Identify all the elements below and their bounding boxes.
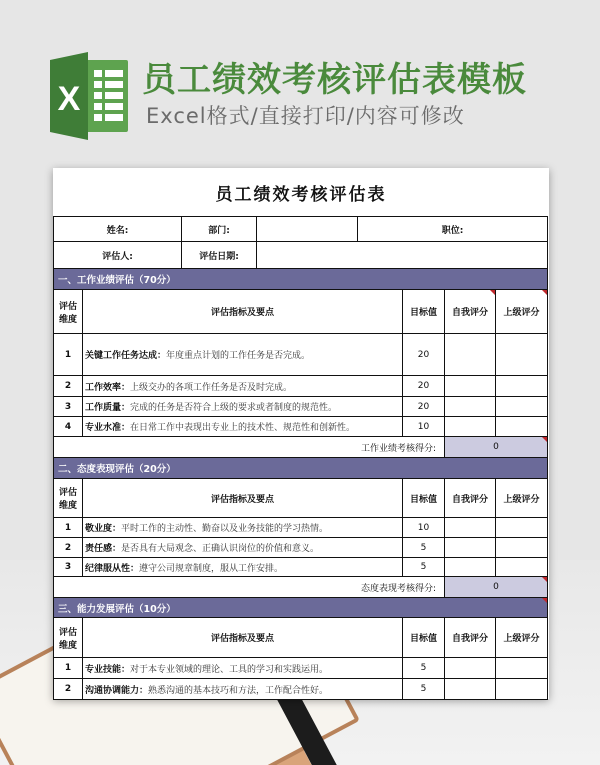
row-index: 1 bbox=[54, 518, 83, 538]
row-criteria: 纪律服从性：遵守公司规章制度，服从工作安排。 bbox=[83, 558, 403, 577]
row-criteria: 工作效率：上级交办的各项工作任务是否及时完成。 bbox=[83, 376, 403, 397]
col-target: 目标值 bbox=[403, 479, 445, 518]
manager-score-input[interactable] bbox=[496, 538, 548, 558]
column-header-row bbox=[54, 479, 548, 518]
evaluator-label: 评估人: bbox=[54, 242, 182, 269]
section-1-score-label: 工作业绩考核得分: bbox=[54, 437, 445, 458]
column-header-row bbox=[54, 290, 548, 334]
row-index: 3 bbox=[54, 397, 83, 417]
section-1-score-value: 0 bbox=[445, 437, 548, 458]
manager-score-input[interactable] bbox=[496, 679, 548, 700]
manager-score-input[interactable] bbox=[496, 397, 548, 417]
position-label: 职位: bbox=[358, 217, 548, 242]
self-score-input[interactable] bbox=[445, 417, 496, 437]
banner bbox=[0, 0, 600, 160]
svg-text:X: X bbox=[57, 80, 81, 118]
row-target: 20 bbox=[403, 397, 445, 417]
dept-label: 部门: bbox=[182, 217, 257, 242]
row-target: 10 bbox=[403, 518, 445, 538]
row-criteria: 关键工作任务达成：年度重点计划的工作任务是否完成。 bbox=[83, 334, 403, 376]
col-criteria: 评估指标及要点 bbox=[83, 479, 403, 518]
table-row bbox=[54, 518, 548, 538]
score-row bbox=[54, 437, 548, 458]
col-target: 目标值 bbox=[403, 290, 445, 334]
column-header-row bbox=[54, 618, 548, 658]
date-value-cell[interactable] bbox=[257, 242, 548, 269]
section-2-score-label: 态度表现考核得分: bbox=[54, 577, 445, 598]
row-index: 2 bbox=[54, 376, 83, 397]
dept-value-cell[interactable] bbox=[257, 217, 358, 242]
row-index: 1 bbox=[54, 658, 83, 679]
section-2-title: 二、态度表现评估（20分） bbox=[54, 458, 548, 479]
row-target: 5 bbox=[403, 538, 445, 558]
row-target: 20 bbox=[403, 334, 445, 376]
table-row bbox=[54, 538, 548, 558]
row-criteria: 责任感：是否具有大局观念、正确认识岗位的价值和意义。 bbox=[83, 538, 403, 558]
table-row bbox=[54, 679, 548, 700]
banner-title: 员工绩效考核评估表模板 bbox=[142, 60, 527, 100]
section-header bbox=[54, 458, 548, 479]
col-manager-score: 上级评分 bbox=[496, 479, 548, 518]
row-index: 2 bbox=[54, 538, 83, 558]
section-2-score-value: 0 bbox=[445, 577, 548, 598]
row-target: 20 bbox=[403, 376, 445, 397]
row-target: 10 bbox=[403, 417, 445, 437]
row-target: 5 bbox=[403, 658, 445, 679]
self-score-input[interactable] bbox=[445, 679, 496, 700]
row-criteria: 沟通协调能力：熟悉沟通的基本技巧和方法，工作配合性好。 bbox=[83, 679, 403, 700]
date-label: 评估日期: bbox=[182, 242, 257, 269]
col-self-score: 自我评分 bbox=[445, 618, 496, 658]
table-row bbox=[54, 658, 548, 679]
row-criteria: 专业水准：在日常工作中表现出专业上的技术性、规范性和创新性。 bbox=[83, 417, 403, 437]
manager-score-input[interactable] bbox=[496, 334, 548, 376]
col-criteria: 评估指标及要点 bbox=[83, 618, 403, 658]
row-criteria: 敬业度：平时工作的主动性、勤奋以及业务技能的学习热情。 bbox=[83, 518, 403, 538]
col-manager-score: 上级评分 bbox=[496, 290, 548, 334]
info-row-2 bbox=[54, 242, 548, 269]
banner-subtitle: Excel格式/直接打印/内容可修改 bbox=[146, 104, 465, 128]
manager-score-input[interactable] bbox=[496, 417, 548, 437]
col-manager-score: 上级评分 bbox=[496, 618, 548, 658]
table-row bbox=[54, 334, 548, 376]
row-target: 5 bbox=[403, 679, 445, 700]
self-score-input[interactable] bbox=[445, 334, 496, 376]
row-index: 1 bbox=[54, 334, 83, 376]
table-row bbox=[54, 397, 548, 417]
row-criteria: 专业技能：对于本专业领域的理论、工具的学习和实践运用。 bbox=[83, 658, 403, 679]
info-row-1 bbox=[54, 217, 548, 242]
self-score-input[interactable] bbox=[445, 518, 496, 538]
col-self-score: 自我评分 bbox=[445, 479, 496, 518]
col-criteria: 评估指标及要点 bbox=[83, 290, 403, 334]
manager-score-input[interactable] bbox=[496, 558, 548, 577]
sheet-title: 员工绩效考核评估表 bbox=[215, 184, 387, 205]
self-score-input[interactable] bbox=[445, 397, 496, 417]
row-index: 2 bbox=[54, 679, 83, 700]
col-dimension: 评估 维度 bbox=[54, 618, 83, 658]
self-score-input[interactable] bbox=[445, 538, 496, 558]
col-self-score: 自我评分 bbox=[445, 290, 496, 334]
row-criteria: 工作质量：完成的任务是否符合上级的要求或者制度的规范性。 bbox=[83, 397, 403, 417]
name-label: 姓名: bbox=[54, 217, 182, 242]
section-header bbox=[54, 598, 548, 618]
excel-icon bbox=[50, 52, 130, 140]
row-index: 3 bbox=[54, 558, 83, 577]
col-target: 目标值 bbox=[403, 618, 445, 658]
col-dimension: 评估 维度 bbox=[54, 479, 83, 518]
row-index: 4 bbox=[54, 417, 83, 437]
self-score-input[interactable] bbox=[445, 658, 496, 679]
table-row bbox=[54, 376, 548, 397]
col-dimension: 评估 维度 bbox=[54, 290, 83, 334]
score-row bbox=[54, 577, 548, 598]
evaluation-table bbox=[53, 216, 548, 700]
section-1-title: 一、工作业绩评估（70分） bbox=[54, 269, 548, 290]
table-row bbox=[54, 417, 548, 437]
section-header bbox=[54, 269, 548, 290]
manager-score-input[interactable] bbox=[496, 376, 548, 397]
spreadsheet-page bbox=[53, 168, 549, 699]
table-row bbox=[54, 558, 548, 577]
manager-score-input[interactable] bbox=[496, 658, 548, 679]
section-3-title: 三、能力发展评估（10分） bbox=[54, 598, 548, 618]
row-target: 5 bbox=[403, 558, 445, 577]
self-score-input[interactable] bbox=[445, 376, 496, 397]
self-score-input[interactable] bbox=[445, 558, 496, 577]
manager-score-input[interactable] bbox=[496, 518, 548, 538]
